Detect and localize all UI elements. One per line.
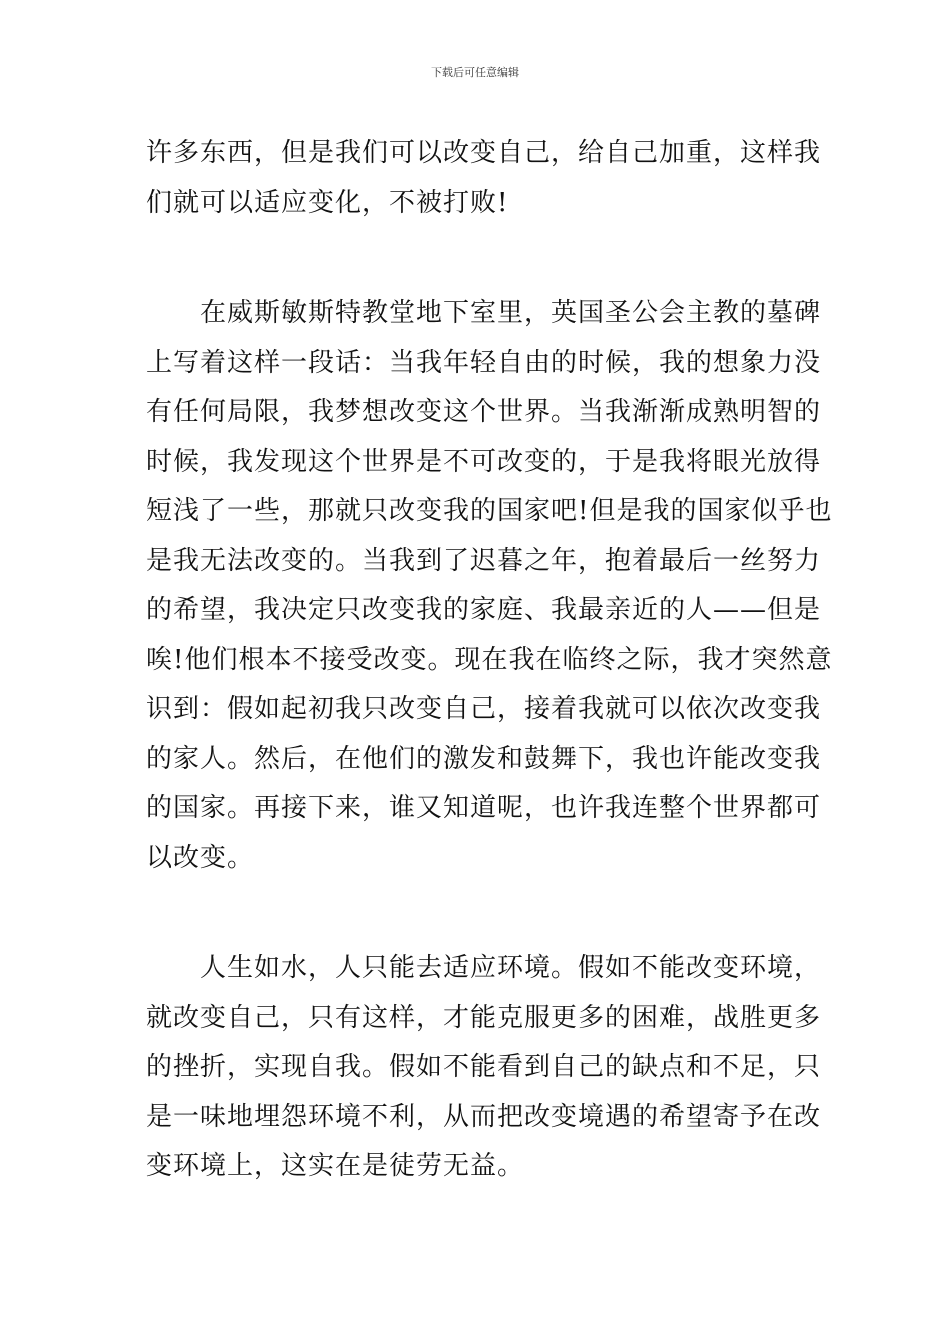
text-line: 的挫折，实现自我。假如不能看到自己的缺点和不足，只 [146,1052,822,1082]
text-line: 有任何局限，我梦想改变这个世界。当我渐渐成熟明智的 [146,397,822,427]
text-line: 短浅了一些，那就只改变我的国家吧!但是我的国家似乎也 [146,496,833,526]
text-line: 识到：假如起初我只改变自己，接着我就可以依次改变我 [146,694,822,724]
text-line: 人生如水，人只能去适应环境。假如不能改变环境， [200,953,822,983]
text-line: 以改变。 [146,842,255,873]
page-header: 下载后可任意编辑 [431,66,519,79]
paragraph-gap [146,883,810,944]
text-line: 在威斯敏斯特教堂地下室里，英国圣公会主教的墓碑 [200,298,822,328]
text-line: 的国家。再接下来，谁又知道呢，也许我连整个世界都可 [146,793,822,823]
text-line: 上写着这样一段话：当我年轻自由的时候，我的想象力没 [146,347,822,378]
text-line: 许多东西，但是我们可以改变自己，给自己加重，这样我 [146,138,822,168]
text-line: 的希望，我决定只改变我的家庭、我最亲近的人——但是 [146,595,822,625]
paragraph-2 [146,289,833,883]
text-line: 的家人。然后，在他们的激发和鼓舞下，我也许能改变我 [146,743,822,774]
text-line: 们就可以适应变化，不被打败! [146,187,509,218]
paragraph-1 [146,129,822,228]
document-body [146,129,833,1192]
text-line: 是我无法改变的。当我到了迟暮之年，抱着最后一丝努力 [146,545,822,576]
text-line: 时候，我发现这个世界是不可改变的，于是我将眼光放得 [146,446,822,477]
text-line: 就改变自己，只有这样，才能克服更多的困难，战胜更多 [146,1002,822,1033]
paragraph-gap [146,228,810,289]
text-line: 变环境上，这实在是徒劳无益。 [146,1151,525,1181]
text-line: 是一味地埋怨环境不利，从而把改变境遇的希望寄予在改 [146,1101,822,1132]
paragraph-3 [146,944,822,1192]
text-line: 唉!他们根本不接受改变。现在我在临终之际，我才突然意 [146,644,833,675]
